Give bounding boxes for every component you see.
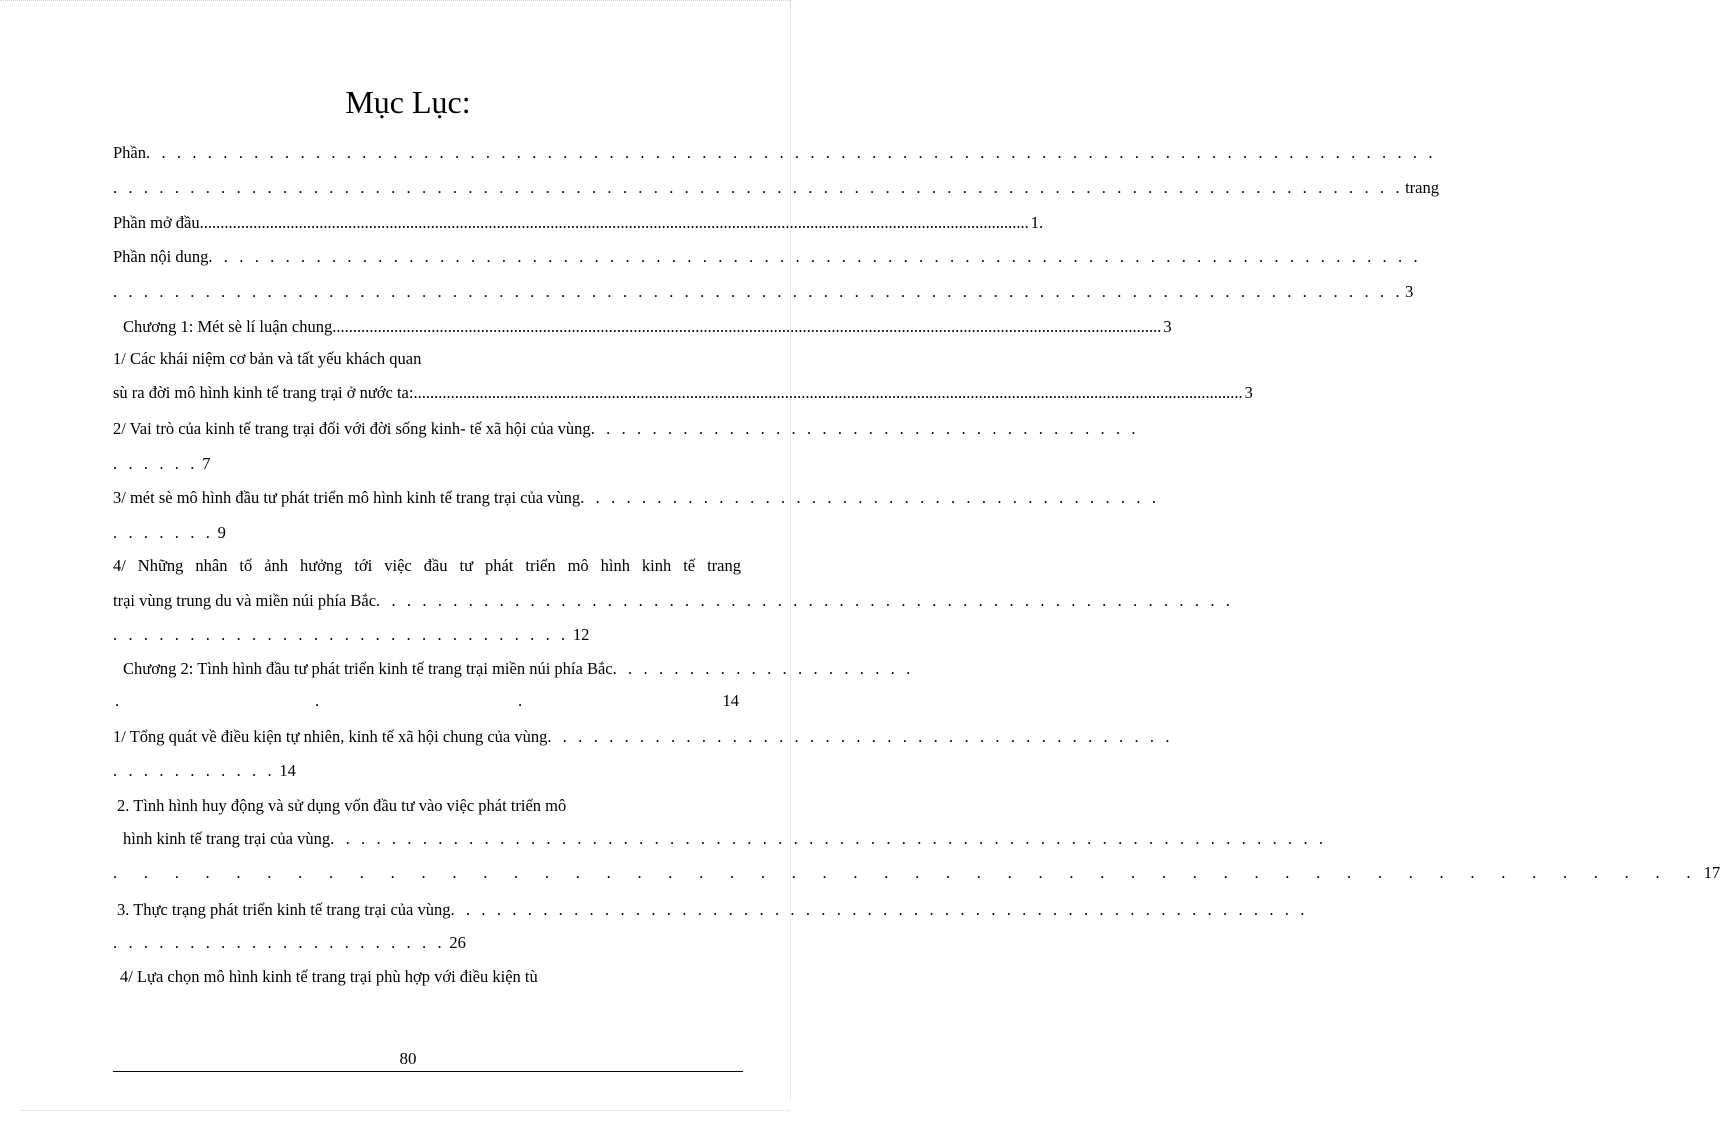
- toc-leader: . . . . . . . . . . . . . . . . . . . . . . . . . . . . . . . . . . . . . .: [580, 488, 1160, 507]
- toc-leader: . . . . . . . . . . . . . . . . . . . . . . . . . . . . . .: [113, 625, 569, 644]
- toc-entry-label: 1/ Tổng quát về điều kiện tự nhiên, kinh tế xã hội chung của vùng: [113, 727, 548, 746]
- toc-leader: . . . . . . . . . . . . . . . . . . . . . .: [113, 933, 446, 952]
- toc-entry-2-2-page: [113, 860, 1720, 886]
- toc-page-number: trang: [1405, 178, 1439, 197]
- toc-entry-mo-dau[interactable]: [113, 210, 1044, 236]
- footer-rule: [113, 1071, 743, 1072]
- toc-entry-1-2-cont: [113, 451, 741, 477]
- toc-page-number: 3: [1405, 282, 1414, 301]
- toc-entry-label: 4/ Lựa chọn mô hình kinh tế trang trại phù hợp với điều kiện tù: [120, 967, 538, 986]
- toc-entry-2-1[interactable]: [113, 724, 1174, 750]
- toc-entry-label: Phần nội dung: [113, 247, 209, 266]
- toc-entry-2-3-cont: [113, 930, 741, 956]
- toc-entry-label: Chương 2: Tình hình đầu tư phát triển kinh tế trang trại miền núi phía Bắc: [123, 659, 613, 678]
- toc-leader: . . . . . . . . . . . . . . . . . . . . . . . . . . . . . . . . . . . .: [590, 419, 1140, 438]
- toc-entry-label: 2. Tình hình huy động và sử dụng vốn đầu tư vào việc phát triển mô: [117, 796, 567, 815]
- toc-page-number: 12: [572, 625, 590, 644]
- toc-leader: . . . . . . . . . . . . . . . . . . . . . . . . . . . . . . . . . . . . . . . . . . . . . . . . . . . . . . . .: [376, 591, 1234, 610]
- toc-leader: .........................................................................................................................................................................................................: [413, 383, 1243, 402]
- toc-entry-chuong-2-cont: [113, 688, 741, 714]
- toc-leader: . . . . . . . . . . . . . . . . . . . .: [612, 659, 914, 678]
- toc-page-number: 1.: [1030, 213, 1044, 232]
- toc-entry-1-1-cont: [113, 380, 1253, 406]
- toc-page-number: 3: [1244, 383, 1253, 402]
- toc-entry-phan-cont: [113, 175, 1439, 201]
- toc-entry-chuong-2[interactable]: [123, 656, 914, 682]
- toc-entry-label: trại vùng trung du và miền núi phía Bắc: [113, 591, 377, 610]
- toc-leader: . . . . . . .: [113, 523, 214, 542]
- toc-leader: .: [518, 691, 523, 710]
- toc-entry-label: 4/ Những nhân tố ảnh hưởng tới việc đầu tư phát triển mô hình kinh tế trang: [113, 556, 741, 575]
- page-border-top: [0, 0, 790, 2]
- toc-entry-label: 3. Thực trạng phát triển kinh tế trang trại của vùng: [117, 900, 451, 919]
- toc-entry-1-4-cont: [113, 588, 1234, 614]
- toc-entry-1-4-page: [113, 622, 741, 648]
- toc-page-number: 9: [217, 523, 226, 542]
- toc-entry-noi-dung-cont: [113, 279, 1414, 305]
- toc-leader: . . . . . . . . . . . . . . . . . . . . . . . . . . . . . . . . . . . . . . . . . . . . . . . . . . . .: [113, 863, 1702, 882]
- toc-entry-2-3[interactable]: [117, 897, 1308, 923]
- toc-page-number: 7: [202, 454, 211, 473]
- footer-page-number: 80: [399, 1049, 417, 1068]
- toc-entry-label: Chương 1: Mét sè lí luận chung: [123, 317, 333, 336]
- toc-entry-1-4[interactable]: [113, 553, 741, 579]
- toc-entry-2-1-cont: [113, 758, 741, 784]
- toc-leader: .: [315, 691, 320, 710]
- toc-entry-label: 1/ Các khái niệm cơ bản và tất yếu khách quan: [113, 349, 422, 368]
- toc-entry-label: sù ra đời mô hình kinh tế trang trại ở nước ta:: [113, 383, 414, 402]
- toc-entry-chuong-1[interactable]: [123, 314, 1172, 340]
- toc-entry-2-2[interactable]: [117, 793, 745, 819]
- toc-entry-noi-dung[interactable]: [113, 244, 1422, 270]
- toc-entry-1-3[interactable]: [113, 485, 1160, 511]
- toc-page-number: 26: [449, 933, 466, 952]
- toc-entry-label: 3/ mét sè mô hình đầu tư phát triển mô hình kinh tế trang trại của vùng: [113, 488, 581, 507]
- toc-leader: . . . . . . . . . . . . . . . . . . . . . . . . . . . . . . . . . . . . . . . . . . . . . . . . . . . . . . . . . . . . . . . . . . . . . . . . . . . . . . .: [208, 247, 1422, 266]
- toc-entry-label: Phần mở đầu: [113, 213, 200, 232]
- page-title: Mục Lục:: [345, 84, 471, 120]
- toc-leader: . . . . . . . . . . . . . . . . . . . . . . . . . . . . . . . . . . . . . . . . . . . . . . . . . . . . . . . . . . . . . . . . .: [330, 829, 1327, 848]
- toc-page-number: 14: [722, 691, 739, 710]
- toc-page-number: 17: [1703, 863, 1720, 882]
- toc-entry-1-3-cont: [113, 520, 741, 546]
- toc-entry-2-4[interactable]: [120, 964, 748, 990]
- toc-leader: .: [115, 691, 120, 710]
- toc-leader: . . . . . . . . . . . . . . . . . . . . . . . . . . . . . . . . . . . . . . . . . . . . . . . . . . . . . . . .: [450, 900, 1308, 919]
- toc-leader: . . . . . . . . . . . . . . . . . . . . . . . . . . . . . . . . . . . . . . . . . . . . . . . . . . . . . . . . . . . . . . . . . . . . . . . . . . . . . . . . . . . .: [146, 143, 1437, 162]
- toc-entry-label: 2/ Vai trò của kinh tế trang trại đối với đời sống kinh- tế xã hội của vùng: [113, 419, 591, 438]
- toc-leader: . . . . . . . . . . . . . . . . . . . . . . . . . . . . . . . . . . . . . . . . . . . . . . . . . . . . . . . . . . . . . . . . . . . . . . . . . . . . . . . . . . . .: [113, 282, 1404, 301]
- toc-entry-phan: [113, 140, 1437, 166]
- toc-page-number: 14: [279, 761, 296, 780]
- toc-entry-label: Phần: [113, 143, 146, 162]
- toc-leader: . . . . . . . . . . . . . . . . . . . . . . . . . . . . . . . . . . . . . . . . .: [547, 727, 1174, 746]
- toc-leader: . . . . . . . . . . .: [113, 761, 276, 780]
- toc-entry-2-2-cont: [123, 826, 1327, 852]
- toc-leader: . . . . . .: [113, 454, 198, 473]
- toc-leader: .........................................................................................................................................................................................................: [332, 317, 1162, 336]
- toc-entry-label: hình kinh tế trang trại của vùng: [123, 829, 331, 848]
- page-border-bottom: [20, 1110, 790, 1111]
- toc-entry-1-1[interactable]: [113, 346, 741, 372]
- toc-entry-1-2[interactable]: [113, 416, 1140, 442]
- toc-leader: .........................................................................................................................................................................................................: [199, 213, 1029, 232]
- toc-leader: . . . . . . . . . . . . . . . . . . . . . . . . . . . . . . . . . . . . . . . . . . . . . . . . . . . . . . . . . . . . . . . . . . . . . . . . . . . . . . . . . . . .: [113, 178, 1404, 197]
- toc-page-number: 3: [1163, 317, 1172, 336]
